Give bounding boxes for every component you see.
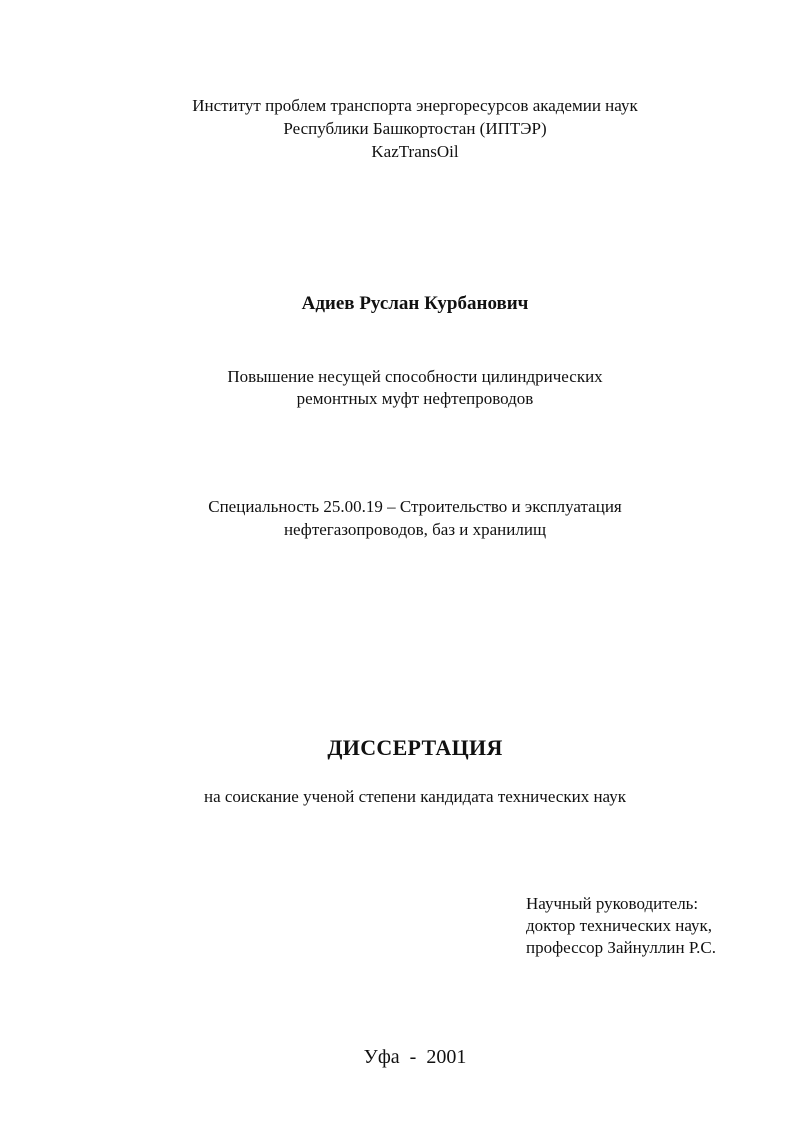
specialty-line-1: Специальность 25.00.19 – Строительство и эксплуатация [208,497,622,516]
supervisor-block [526,893,716,959]
supervisor-degree: доктор технических наук, [526,916,713,935]
document-type: ДИССЕРТАЦИЯ [327,735,503,760]
author-name: Адиев Руслан Курбанович [301,293,529,314]
institution-line-1: Институт проблем транспорта энергоресурсов академии наук [192,96,638,115]
city-year: Уфа - 2001 [363,1046,467,1068]
institution-line-2: Республики Башкортостан (ИПТЭР) [283,119,547,138]
degree-line: на соискание ученой степени кандидата технических наук [203,787,626,806]
specialty-line-2: нефтегазопроводов, баз и хранилищ [283,520,547,539]
title-line-2: ремонтных муфт нефтепроводов [296,389,534,408]
institution-line-3: KazTransOil [371,142,459,161]
supervisor-name: профессор Зайнуллин Р.С. [526,938,717,957]
title-line-1: Повышение несущей способности цилиндрических [227,367,603,386]
supervisor-label: Научный руководитель: [526,894,699,913]
